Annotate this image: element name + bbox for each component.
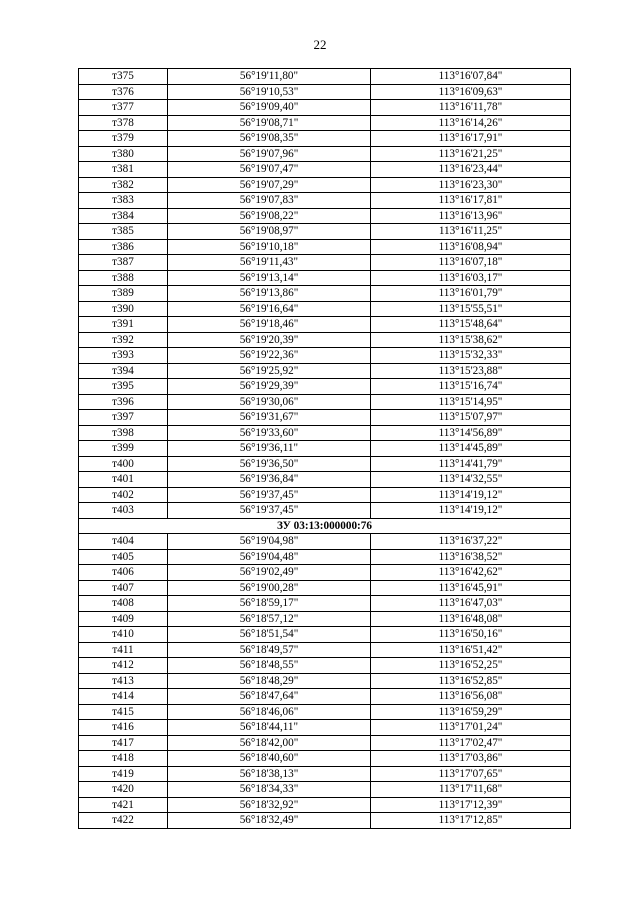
latitude-cell: 56°18'42,00": [168, 735, 371, 751]
latitude-cell: 56°19'18,46": [168, 317, 371, 333]
table-row: [79, 425, 571, 441]
point-id-cell: т397: [79, 410, 168, 426]
point-id-cell: т376: [79, 84, 168, 100]
table-row: [79, 255, 571, 271]
point-id-cell: т400: [79, 456, 168, 472]
longitude-cell: 113°16'08,94": [371, 239, 571, 255]
longitude-cell: 113°16'03,17": [371, 270, 571, 286]
point-id-cell: т386: [79, 239, 168, 255]
table-row: [79, 146, 571, 162]
table-row: [79, 627, 571, 643]
point-id-cell: т389: [79, 286, 168, 302]
point-id-cell: т417: [79, 735, 168, 751]
longitude-cell: 113°15'23,88": [371, 363, 571, 379]
latitude-cell: 56°19'25,92": [168, 363, 371, 379]
table-row: [79, 100, 571, 116]
longitude-cell: 113°16'50,16": [371, 627, 571, 643]
point-id-cell: т395: [79, 379, 168, 395]
latitude-cell: 56°18'47,64": [168, 689, 371, 705]
point-id-cell: т387: [79, 255, 168, 271]
table-row: [79, 673, 571, 689]
table-row: [79, 596, 571, 612]
longitude-cell: 113°16'17,81": [371, 193, 571, 209]
table-row: [79, 456, 571, 472]
latitude-cell: 56°19'20,39": [168, 332, 371, 348]
table-row: [79, 720, 571, 736]
longitude-cell: 113°15'14,95": [371, 394, 571, 410]
point-id-cell: т404: [79, 534, 168, 550]
longitude-cell: 113°16'23,30": [371, 177, 571, 193]
longitude-cell: 113°15'32,33": [371, 348, 571, 364]
latitude-cell: 56°19'37,45": [168, 503, 371, 519]
point-id-cell: т383: [79, 193, 168, 209]
latitude-cell: 56°19'00,28": [168, 580, 371, 596]
table-row: [79, 379, 571, 395]
longitude-cell: 113°15'55,51": [371, 301, 571, 317]
point-id-cell: т385: [79, 224, 168, 240]
longitude-cell: 113°16'48,08": [371, 611, 571, 627]
latitude-cell: 56°18'38,13": [168, 766, 371, 782]
latitude-cell: 56°19'10,53": [168, 84, 371, 100]
latitude-cell: 56°19'11,43": [168, 255, 371, 271]
point-id-cell: т388: [79, 270, 168, 286]
point-id-cell: т402: [79, 487, 168, 503]
table-row: [79, 472, 571, 488]
longitude-cell: 113°16'13,96": [371, 208, 571, 224]
longitude-cell: 113°16'56,08": [371, 689, 571, 705]
latitude-cell: 56°19'02,49": [168, 565, 371, 581]
point-id-cell: т399: [79, 441, 168, 457]
latitude-cell: 56°19'07,83": [168, 193, 371, 209]
point-id-cell: т378: [79, 115, 168, 131]
table-row: [79, 131, 571, 147]
table-row: [79, 565, 571, 581]
latitude-cell: 56°19'07,96": [168, 146, 371, 162]
latitude-cell: 56°19'08,97": [168, 224, 371, 240]
point-id-cell: т422: [79, 813, 168, 829]
longitude-cell: 113°17'07,65": [371, 766, 571, 782]
longitude-cell: 113°15'16,74": [371, 379, 571, 395]
table-row: [79, 503, 571, 519]
latitude-cell: 56°19'13,14": [168, 270, 371, 286]
longitude-cell: 113°15'38,62": [371, 332, 571, 348]
latitude-cell: 56°18'51,54": [168, 627, 371, 643]
longitude-cell: 113°17'12,85": [371, 813, 571, 829]
latitude-cell: 56°18'44,11": [168, 720, 371, 736]
latitude-cell: 56°19'07,47": [168, 162, 371, 178]
table-row: [79, 735, 571, 751]
table-row: [79, 115, 571, 131]
longitude-cell: 113°16'52,85": [371, 673, 571, 689]
table-row: [79, 239, 571, 255]
point-id-cell: т419: [79, 766, 168, 782]
longitude-cell: 113°14'19,12": [371, 503, 571, 519]
latitude-cell: 56°19'11,80": [168, 69, 371, 85]
table-row: [79, 224, 571, 240]
table-row: [79, 301, 571, 317]
point-id-cell: т382: [79, 177, 168, 193]
point-id-cell: т384: [79, 208, 168, 224]
point-id-cell: т396: [79, 394, 168, 410]
longitude-cell: 113°16'52,25": [371, 658, 571, 674]
table-row: [79, 611, 571, 627]
point-id-cell: т411: [79, 642, 168, 658]
table-row: [79, 751, 571, 767]
point-id-cell: т394: [79, 363, 168, 379]
table-row: [79, 797, 571, 813]
longitude-cell: 113°16'07,84": [371, 69, 571, 85]
table-row: [79, 766, 571, 782]
longitude-cell: 113°16'51,42": [371, 642, 571, 658]
point-id-cell: т379: [79, 131, 168, 147]
table-row: [79, 208, 571, 224]
longitude-cell: 113°17'12,39": [371, 797, 571, 813]
table-row: [79, 332, 571, 348]
latitude-cell: 56°19'08,35": [168, 131, 371, 147]
section-header-row: [79, 518, 571, 534]
latitude-cell: 56°19'10,18": [168, 239, 371, 255]
point-id-cell: т375: [79, 69, 168, 85]
table-row: [79, 410, 571, 426]
latitude-cell: 56°18'48,55": [168, 658, 371, 674]
table-row: [79, 813, 571, 829]
point-id-cell: т416: [79, 720, 168, 736]
table-row: [79, 69, 571, 85]
table-row: [79, 162, 571, 178]
longitude-cell: 113°16'09,63": [371, 84, 571, 100]
point-id-cell: т408: [79, 596, 168, 612]
table-row: [79, 487, 571, 503]
point-id-cell: т414: [79, 689, 168, 705]
table-row: [79, 348, 571, 364]
point-id-cell: т392: [79, 332, 168, 348]
table-row: [79, 363, 571, 379]
table-row: [79, 689, 571, 705]
point-id-cell: т407: [79, 580, 168, 596]
page-number: 22: [313, 37, 327, 52]
table-row: [79, 642, 571, 658]
table-row: [79, 394, 571, 410]
table-row: [79, 658, 571, 674]
point-id-cell: т421: [79, 797, 168, 813]
latitude-cell: 56°19'16,64": [168, 301, 371, 317]
table-row: [79, 317, 571, 333]
latitude-cell: 56°19'36,11": [168, 441, 371, 457]
coordinates-table: [78, 68, 571, 829]
point-id-cell: т420: [79, 782, 168, 798]
coordinates-table-body: [79, 69, 571, 829]
longitude-cell: 113°16'21,25": [371, 146, 571, 162]
point-id-cell: т409: [79, 611, 168, 627]
point-id-cell: т415: [79, 704, 168, 720]
point-id-cell: т405: [79, 549, 168, 565]
table-row: [79, 782, 571, 798]
latitude-cell: 56°18'57,12": [168, 611, 371, 627]
longitude-cell: 113°15'48,64": [371, 317, 571, 333]
point-id-cell: т412: [79, 658, 168, 674]
latitude-cell: 56°18'49,57": [168, 642, 371, 658]
latitude-cell: 56°19'30,06": [168, 394, 371, 410]
latitude-cell: 56°19'29,39": [168, 379, 371, 395]
longitude-cell: 113°16'11,25": [371, 224, 571, 240]
latitude-cell: 56°19'07,29": [168, 177, 371, 193]
table-row: [79, 580, 571, 596]
point-id-cell: т406: [79, 565, 168, 581]
point-id-cell: т398: [79, 425, 168, 441]
longitude-cell: 113°14'19,12": [371, 487, 571, 503]
latitude-cell: 56°18'34,33": [168, 782, 371, 798]
latitude-cell: 56°19'36,84": [168, 472, 371, 488]
latitude-cell: 56°19'22,36": [168, 348, 371, 364]
longitude-cell: 113°14'45,89": [371, 441, 571, 457]
longitude-cell: 113°16'45,91": [371, 580, 571, 596]
table-row: [79, 286, 571, 302]
table-row: [79, 270, 571, 286]
table-row: [79, 177, 571, 193]
longitude-cell: 113°16'11,78": [371, 100, 571, 116]
point-id-cell: т393: [79, 348, 168, 364]
latitude-cell: 56°18'32,49": [168, 813, 371, 829]
point-id-cell: т403: [79, 503, 168, 519]
latitude-cell: 56°18'48,29": [168, 673, 371, 689]
longitude-cell: 113°16'59,29": [371, 704, 571, 720]
longitude-cell: 113°17'01,24": [371, 720, 571, 736]
latitude-cell: 56°19'36,50": [168, 456, 371, 472]
longitude-cell: 113°16'37,22": [371, 534, 571, 550]
longitude-cell: 113°17'11,68": [371, 782, 571, 798]
longitude-cell: 113°15'07,97": [371, 410, 571, 426]
latitude-cell: 56°19'04,48": [168, 549, 371, 565]
longitude-cell: 113°16'23,44": [371, 162, 571, 178]
longitude-cell: 113°16'01,79": [371, 286, 571, 302]
latitude-cell: 56°18'59,17": [168, 596, 371, 612]
latitude-cell: 56°19'04,98": [168, 534, 371, 550]
latitude-cell: 56°19'33,60": [168, 425, 371, 441]
table-row: [79, 193, 571, 209]
longitude-cell: 113°16'42,62": [371, 565, 571, 581]
longitude-cell: 113°17'03,86": [371, 751, 571, 767]
point-id-cell: т377: [79, 100, 168, 116]
point-id-cell: т391: [79, 317, 168, 333]
longitude-cell: 113°16'14,26": [371, 115, 571, 131]
longitude-cell: 113°17'02,47": [371, 735, 571, 751]
point-id-cell: т380: [79, 146, 168, 162]
latitude-cell: 56°18'32,92": [168, 797, 371, 813]
longitude-cell: 113°16'17,91": [371, 131, 571, 147]
latitude-cell: 56°19'09,40": [168, 100, 371, 116]
latitude-cell: 56°19'13,86": [168, 286, 371, 302]
latitude-cell: 56°18'40,60": [168, 751, 371, 767]
table-row: [79, 549, 571, 565]
longitude-cell: 113°14'41,79": [371, 456, 571, 472]
table-row: [79, 534, 571, 550]
point-id-cell: т401: [79, 472, 168, 488]
latitude-cell: 56°19'08,71": [168, 115, 371, 131]
section-title: ЗУ 03:13:000000:76: [79, 518, 571, 534]
point-id-cell: т410: [79, 627, 168, 643]
longitude-cell: 113°14'32,55": [371, 472, 571, 488]
table-row: [79, 441, 571, 457]
latitude-cell: 56°18'46,06": [168, 704, 371, 720]
longitude-cell: 113°14'56,89": [371, 425, 571, 441]
longitude-cell: 113°16'07,18": [371, 255, 571, 271]
point-id-cell: т413: [79, 673, 168, 689]
table-row: [79, 84, 571, 100]
point-id-cell: т390: [79, 301, 168, 317]
latitude-cell: 56°19'31,67": [168, 410, 371, 426]
latitude-cell: 56°19'08,22": [168, 208, 371, 224]
point-id-cell: т381: [79, 162, 168, 178]
latitude-cell: 56°19'37,45": [168, 487, 371, 503]
longitude-cell: 113°16'38,52": [371, 549, 571, 565]
longitude-cell: 113°16'47,03": [371, 596, 571, 612]
point-id-cell: т418: [79, 751, 168, 767]
table-row: [79, 704, 571, 720]
